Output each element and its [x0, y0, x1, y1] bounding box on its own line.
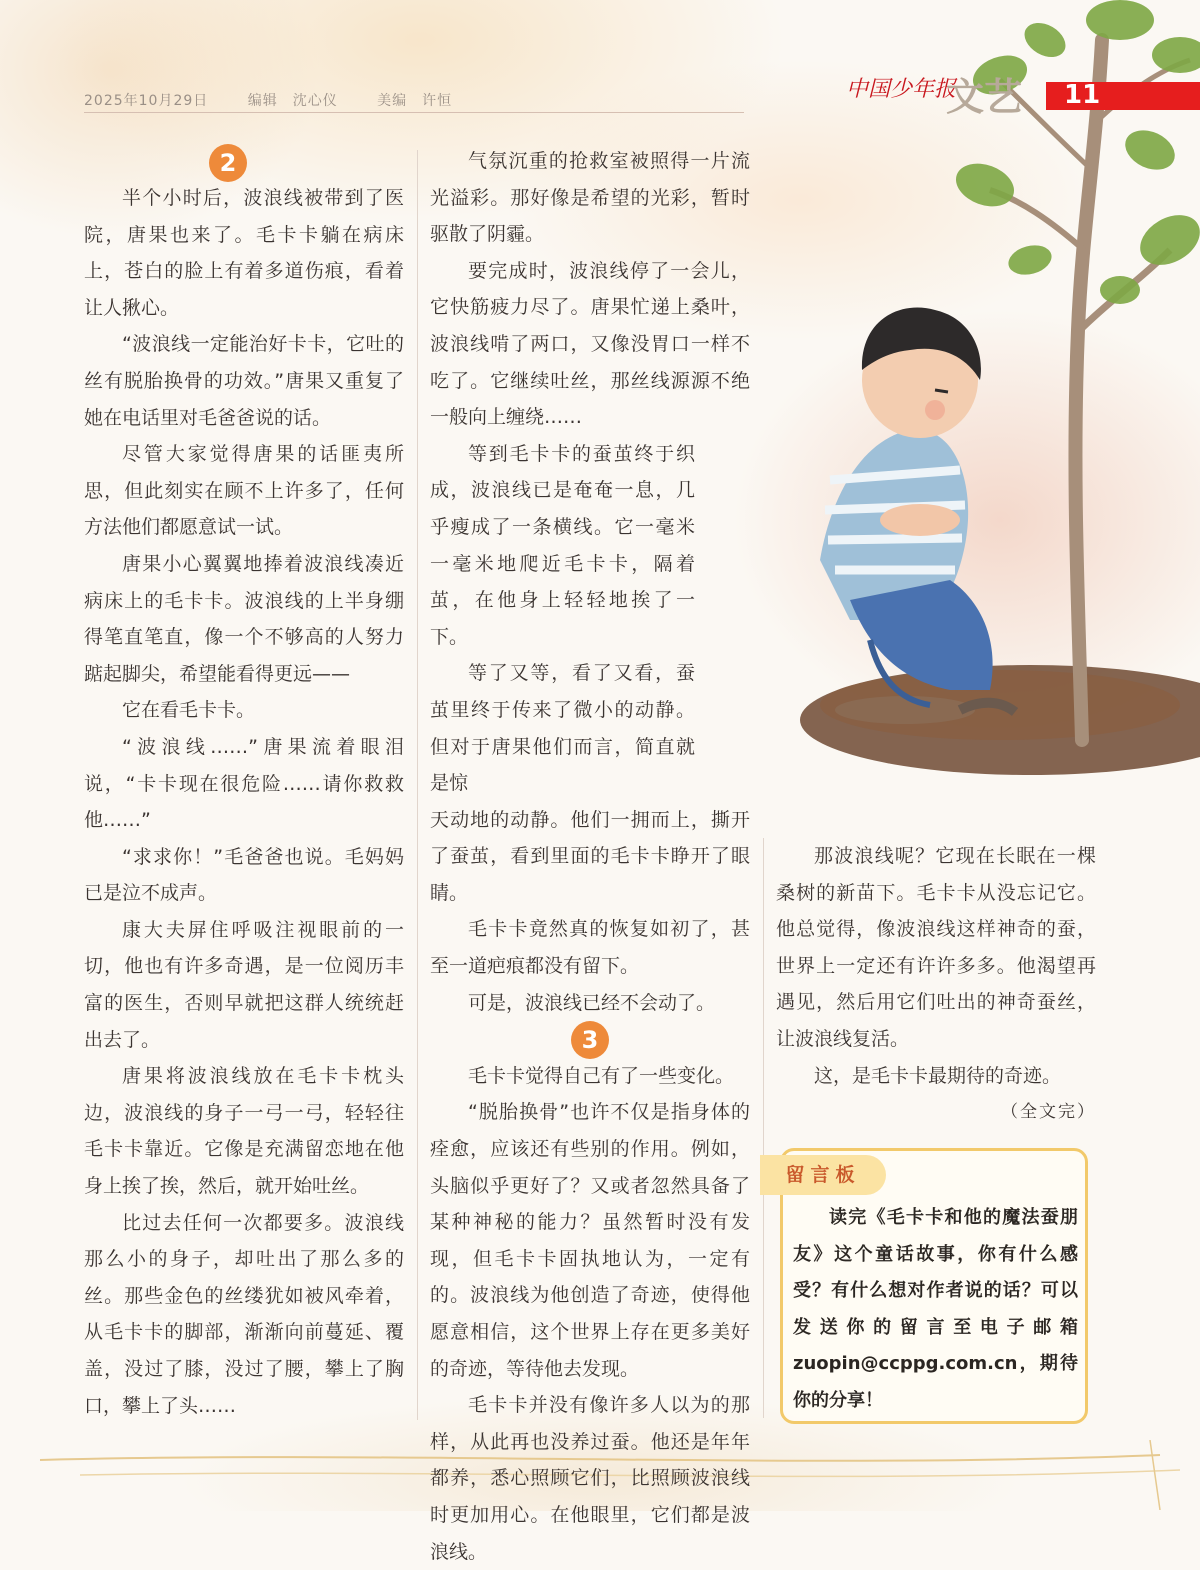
header-rule — [84, 112, 744, 113]
paragraph: 康大夫屏住呼吸注视眼前的一切，他也有许多奇遇，是一位阅历丰富的医生，否则早就把这群人统统赶出去了。 — [84, 918, 404, 1051]
issue-date: 2025年10月29日 — [84, 93, 209, 109]
paragraph: “脱胎换骨”也许不仅是指身体的痊愈，应该还有些别的作用。例如，头脑似乎更好了？又或者忽然具备了某种神秘的能力？虽然暂时没有发现，但毛卡卡固执地认为，一定有的。波浪线为他创造了奇迹，使得他愿意相信，这个世界上存在更多美好的奇迹，等待他去发现。 — [430, 1101, 750, 1380]
message-board-text: 读完《毛卡卡和他的魔法蚕朋友》这个童话故事，你有什么感受？有什么想对作者说的话？可以发送你的留言至电子邮箱zuopin@ccppg.com.cn，期待你的分享！ — [793, 1207, 1078, 1411]
paragraph: 半个小时后，波浪线被带到了医院，唐果也来了。毛卡卡躺在病床上，苍白的脸上有着多道伤痕，看着让人揪心。 — [84, 187, 404, 319]
paragraph: 气氛沉重的抢救室被照得一片流光溢彩。那好像是希望的光彩，暂时驱散了阴霾。 — [430, 150, 750, 246]
paragraph: 这，是毛卡卡最期待的奇迹。 — [814, 1064, 1062, 1087]
header-meta — [84, 90, 486, 110]
article-column-1 — [84, 180, 404, 1424]
column-divider-2 — [763, 838, 764, 1418]
paragraph: 比过去任何一次都要多。波浪线那么小的身子，却吐出了那么多的丝。那些金色的丝缕犹如被风牵着，从毛卡卡的脚部，渐渐向前蔓延、覆盖，没过了膝，没过了腰，攀上了胸口，攀上了头…… — [84, 1211, 404, 1417]
paragraph: 毛卡卡并没有像许多人以为的那样，从此再也没养过蚕。他还是年年都养，悉心照顾它们，比照顾波浪线时更加用心。在他眼里，它们都是波浪线。 — [430, 1394, 750, 1563]
paragraph: 等了又等，看了又看，蚕茧里终于传来了微小的动静。但对于唐果他们而言，简直就是惊 — [430, 662, 695, 795]
narrow-text-block — [430, 436, 695, 802]
paragraph: 毛卡卡觉得自己有了一些变化。 — [468, 1064, 735, 1087]
column-divider-1 — [417, 150, 418, 1420]
designer-credit: 美编 许恒 — [377, 93, 453, 109]
page-number: 11 — [1064, 80, 1101, 110]
paragraph: 那波浪线呢？它现在长眠在一棵桑树的新苗下。毛卡卡从没忘记它。他总觉得，像波浪线这样神奇的蚕，世界上一定还有许许多多。他渴望再遇见，然后用它们吐出的神奇蚕丝，让波浪线复活。 — [776, 845, 1096, 1050]
end-mark: （全文完） — [1001, 1102, 1096, 1123]
article-column-3 — [776, 838, 1096, 1131]
paragraph: 要完成时，波浪线停了一会儿，它快筋疲力尽了。唐果忙递上桑叶，波浪线啃了两口，又像没胃口一样不吃了。它继续吐丝，那丝线源源不绝一般向上缠绕…… — [430, 259, 750, 429]
message-board-title: 留言板 — [760, 1155, 886, 1195]
section-marker-wrap — [430, 1021, 750, 1058]
paragraph: “求求你！”毛爸爸也说。毛妈妈已是泣不成声。 — [84, 845, 404, 905]
section-marker-3: 3 — [571, 1021, 609, 1059]
paragraph: “波浪线一定能治好卡卡，它吐的丝有脱胎换骨的功效。”唐果又重复了她在电话里对毛爸爸说的话。 — [84, 333, 404, 429]
boy-and-tree-illustration — [700, 0, 1200, 840]
editor-credit: 编辑 沈心仪 — [247, 93, 338, 109]
section-title: 文艺 — [946, 75, 1023, 119]
paragraph: 唐果将波浪线放在毛卡卡枕头边，波浪线的身子一弓一弓，轻轻往毛卡卡靠近。它像是充满留恋地在他身上挨了挨，然后，就开始吐丝。 — [84, 1065, 404, 1198]
paragraph: 它在看毛卡卡。 — [122, 699, 256, 722]
paragraph: 唐果小心翼翼地捧着波浪线凑近病床上的毛卡卡。波浪线的上半身绷得笔直笔直，像一个不够高的人努力踮起脚尖，希望能看得更远—— — [84, 552, 404, 685]
paragraph: 等到毛卡卡的蚕茧终于织成，波浪线已是奄奄一息，几乎瘦成了一条横线。它一毫米一毫米地爬近毛卡卡，隔着茧，在他身上轻轻地挨了一下。 — [430, 442, 695, 648]
article-column-2 — [430, 143, 750, 1570]
paragraph: 毛卡卡竟然真的恢复如初了，甚至一道疤痕都没有留下。 — [430, 918, 750, 978]
masthead-logo: 中国少年报 — [846, 77, 957, 102]
section-marker-2: 2 — [209, 144, 247, 182]
paragraph: 可是，波浪线已经不会动了。 — [468, 991, 716, 1014]
paragraph: 尽管大家觉得唐果的话匪夷所思，但此刻实在顾不上许多了，任何方法他们都愿意试一试。 — [84, 443, 404, 539]
paragraph: 天动地的动静。他们一拥而上，撕开了蚕茧，看到里面的毛卡卡睁开了眼睛。 — [430, 808, 750, 904]
paragraph: “波浪线……”唐果流着眼泪说，“卡卡现在很危险……请你救救他……” — [84, 735, 404, 832]
